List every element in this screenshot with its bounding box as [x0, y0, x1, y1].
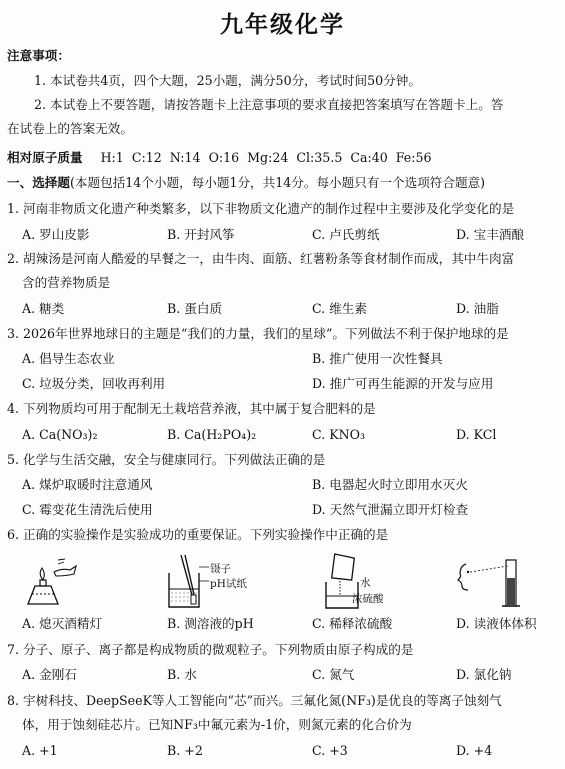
q5-option-b: B. 电器起火时立即用水灭火 — [312, 477, 468, 492]
q2-option-b: B. 蛋白质 — [167, 301, 223, 316]
q8-option-d: D. +4 — [456, 743, 493, 758]
acid-label: 浓硫酸 — [352, 593, 384, 605]
q7-option-b: B. 水 — [167, 667, 197, 682]
question-8-stem: 8. 宇树科技、DeepSeeK等人工智能向“芯”而兴。三氟化氮(NF₃)是优良的等离子蚀刻气 — [7, 693, 502, 708]
q3-option-b: B. 推广使用一次性餐具 — [312, 351, 443, 366]
q7-option-c: C. 氮气 — [312, 667, 355, 682]
section-title: 一、选择题 — [7, 175, 70, 190]
atomic-mass-line — [7, 150, 432, 166]
q6-option-b: B. 测溶液的pH — [167, 616, 254, 631]
q2-option-c: C. 维生素 — [312, 301, 367, 316]
notice-item-2-cont: 在试卷上的答案无效。 — [7, 121, 133, 136]
q1-option-c: C. 卢氏剪纸 — [312, 227, 380, 242]
atomic-mass-values: H:1 C:12 N:14 O:16 Mg:24 Cl:35.5 Ca:40 Fe:56 — [100, 150, 432, 165]
section-heading — [7, 175, 485, 191]
notice-item-1: 1. 本试卷共4页，四个大题，25小题，满分50分，考试时间50分钟。 — [34, 73, 421, 88]
question-8-stem-cont: 体，用于蚀刻硅芯片。已知NF₃中氟元素为-1价，则氮元素的化合价为 — [22, 717, 412, 732]
tweezers-label: 镊子 — [210, 563, 231, 575]
question-7-stem: 7. 分子、原子、离子都是构成物质的微观粒子。下列物质由原子构成的是 — [7, 642, 414, 657]
q3-option-c: C. 垃圾分类，回收再利用 — [22, 376, 166, 391]
q4-option-b: B. Ca(H₂PO₄)₂ — [167, 427, 257, 442]
q2-option-d: D. 油脂 — [456, 301, 499, 316]
question-5-stem: 5. 化学与生活交融，安全与健康同行。下列做法正确的是 — [7, 452, 326, 467]
q5-option-c: C. 霉变花生清洗后使用 — [22, 502, 153, 517]
q4-option-d: D. KCl — [456, 427, 497, 442]
ph-paper-label: pH试纸 — [210, 578, 247, 590]
q8-option-b: B. +2 — [167, 743, 203, 758]
q4-option-c: C. KNO₃ — [312, 427, 365, 442]
notice-heading: 注意事项： — [7, 48, 70, 63]
question-2-stem-cont: 含的营养物质是 — [22, 275, 111, 290]
q6-option-c: C. 稀释浓硫酸 — [312, 616, 393, 631]
q3-option-a: A. 倡导生态农业 — [22, 351, 115, 366]
water-label: 水 — [360, 577, 371, 589]
alcohol-lamp-figure — [18, 556, 88, 608]
q4-option-a: A. Ca(NO₃)₂ — [22, 427, 98, 442]
question-3-stem: 3. 2026年世界地球日的主题是“我们的力量，我们的星球”。下列做法不利于保护地球的是 — [7, 326, 509, 341]
question-4-stem: 4. 下列物质均可用于配制无土栽培营养液，其中属于复合肥料的是 — [7, 401, 376, 416]
q5-option-d: D. 天然气泄漏立即开灯检查 — [312, 502, 469, 517]
q7-option-a: A. 金刚石 — [22, 667, 77, 682]
q8-option-c: C. +3 — [312, 743, 348, 758]
q8-option-a: A. +1 — [22, 743, 58, 758]
section-desc: (本题包括14个小题，每小题1分，共14分。每小题只有一个选项符合题意) — [69, 175, 486, 190]
q5-option-a: A. 煤炉取暖时注意通风 — [22, 477, 153, 492]
page-title: 九年级化学 — [220, 11, 345, 38]
question-2-stem: 2. 胡辣汤是河南人酷爱的早餐之一，由牛肉、面筋、红薯粉条等食材制作而成，其中牛肉富 — [7, 251, 515, 266]
q1-option-a: A. 罗山皮影 — [22, 227, 90, 242]
q1-option-b: B. 开封风筝 — [167, 227, 235, 242]
q3-option-d: D. 推广可再生能源的开发与应用 — [312, 376, 494, 391]
q6-option-a: A. 熄灭酒精灯 — [22, 616, 103, 631]
q7-option-d: D. 氯化钠 — [456, 667, 512, 682]
atomic-mass-label: 相对原子质量 — [7, 150, 83, 165]
q2-option-a: A. 糖类 — [22, 301, 65, 316]
question-6-stem: 6. 正确的实验操作是实验成功的重要保证。下列实验操作中正确的是 — [7, 527, 389, 542]
read-volume-figure — [452, 556, 532, 610]
question-1-stem: 1. 河南非物质文化遗产种类繁多，以下非物质文化遗产的制作过程中主要涉及化学变化的是 — [7, 201, 515, 216]
q1-option-d: D. 宝丰酒酿 — [456, 227, 525, 242]
notice-item-2: 2. 本试卷上不要答题，请按答题卡上注意事项的要求直接把答案填写在答题卡上。答 — [34, 97, 504, 112]
q6-option-d: D. 读液体体积 — [456, 616, 537, 631]
